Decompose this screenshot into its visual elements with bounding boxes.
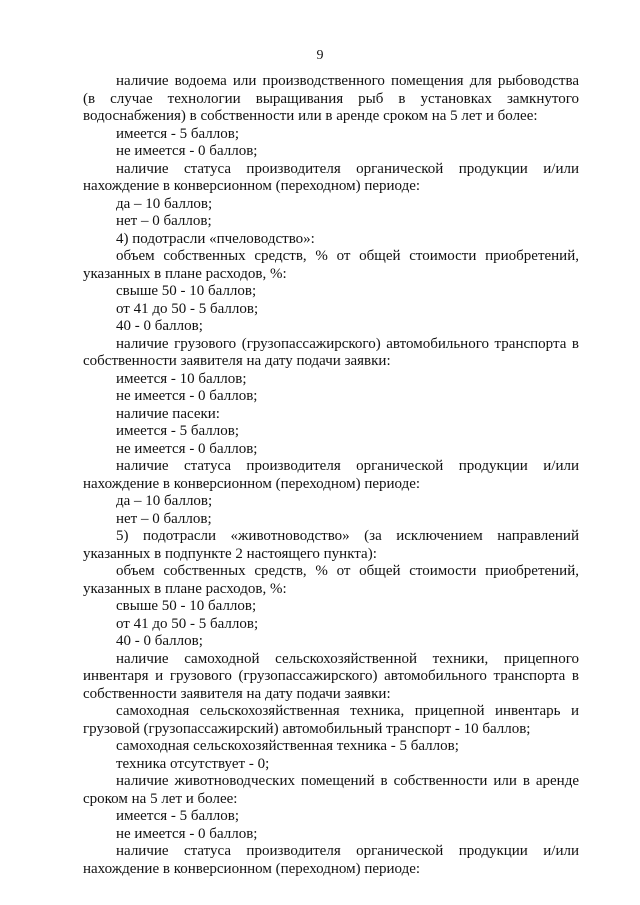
paragraph: наличие пасеки: [116, 405, 220, 422]
paragraph: не имеется - 0 баллов; [116, 440, 258, 457]
paragraph: да – 10 баллов; [116, 195, 213, 212]
paragraph: не имеется - 0 баллов; [116, 143, 258, 159]
paragraph: от 41 до 50 - 5 баллов; [116, 615, 259, 632]
paragraph: свыше 50 - 10 баллов; [116, 598, 257, 614]
paragraph: имеется - 5 баллов; [116, 423, 240, 439]
paragraph: наличие водоема или производственного помещения для рыбоводства (в случае технологии выращивания рыб в установках замкнутого водоснабжения) в собственности или в аренде сроком на 5 лет и более: [83, 73, 579, 124]
paragraph: от 41 до 50 - 5 баллов; [116, 300, 259, 317]
paragraph: 40 - 0 баллов; [116, 318, 203, 334]
paragraph: наличие самоходной сельскохозяйственной техники, прицепного инвентаря и грузового (грузопассажирского) автомобильного транспорта в собственности заявителя на дату подачи заявки: [83, 650, 579, 702]
paragraph: наличие животноводческих помещений в собственности или в аренде сроком на 5 лет и более: [83, 773, 579, 807]
paragraph: свыше 50 - 10 баллов; [116, 283, 257, 299]
paragraph: объем собственных средств, % от общей стоимости приобретений, указанных в плане расходов, %: [83, 563, 579, 597]
paragraph: не имеется - 0 баллов; [116, 825, 258, 842]
paragraph: нет – 0 баллов; [116, 213, 212, 229]
page-number: 9 [316, 48, 324, 63]
paragraph: не имеется - 0 баллов; [116, 388, 258, 404]
paragraph: объем собственных средств, % от общей стоимости приобретений, указанных в плане расходов, %: [83, 248, 579, 282]
paragraph: 5) подотрасли «животноводство» (за исключением направлений указанных в подпункте 2 настоящего пункта): [83, 528, 579, 562]
paragraph: имеется - 5 баллов; [116, 808, 240, 824]
paragraph: имеется - 5 баллов; [116, 125, 240, 142]
paragraph: наличие статуса производителя органической продукции и/или нахождение в конверсионном (переходном) периоде: [83, 160, 579, 194]
paragraph: 4) подотрасли «пчеловодство»: [116, 230, 315, 247]
paragraph: имеется - 10 баллов; [116, 370, 247, 387]
paragraph: наличие статуса производителя органической продукции и/или нахождение в конверсионном (переходном) периоде: [83, 458, 579, 492]
paragraph: да – 10 баллов; [116, 493, 213, 509]
paragraph: техника отсутствует - 0; [116, 755, 270, 772]
paragraph: 40 - 0 баллов; [116, 633, 203, 649]
paragraph: самоходная сельскохозяйственная техника - 5 баллов; [116, 738, 459, 754]
paragraph: наличие статуса производителя органической продукции и/или нахождение в конверсионном (переходном) периоде: [83, 843, 579, 877]
document-body [83, 73, 579, 878]
paragraph: нет – 0 баллов; [116, 510, 212, 527]
paragraph: самоходная сельскохозяйственная техника, прицепной инвентарь и грузовой (грузопассажирский) автомобильный транспорт - 10 баллов; [83, 703, 579, 737]
paragraph: наличие грузового (грузопассажирского) автомобильного транспорта в собственности заявителя на дату подачи заявки: [83, 335, 579, 369]
